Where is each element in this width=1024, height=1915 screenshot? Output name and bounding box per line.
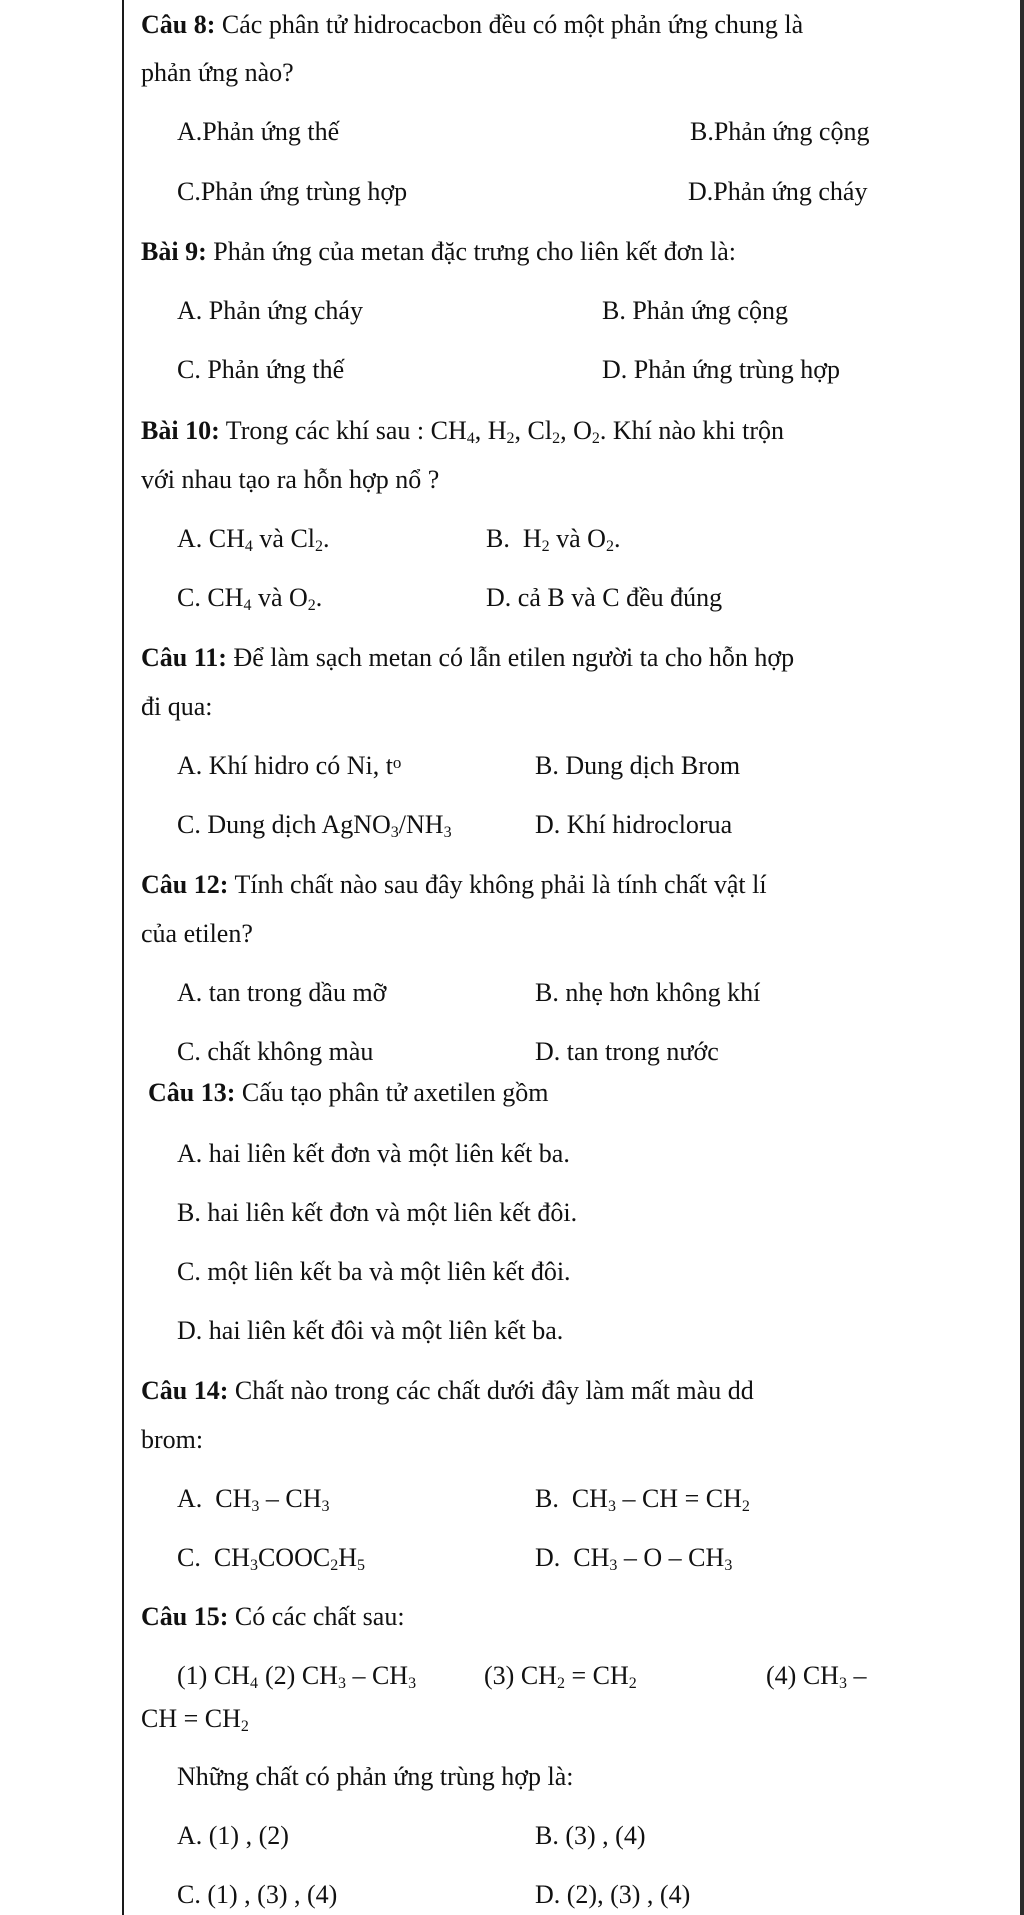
q8-option-c: C.Phản ứng trùng hợp [177,177,408,206]
q12-stem-cont: của etilen? [141,919,253,948]
q14-stem: Câu 14: Chất nào trong các chất dưới đây làm mất màu dd [141,1376,754,1405]
q8-option-a: A.Phản ứng thế [177,117,340,146]
q14-option-d: D. $CH_3$ – O – $CH_3$ [535,1543,733,1574]
q14-option-c: C. $CH_3COOC_2H_5$ [177,1543,365,1574]
q14-option-a: A. $CH_3 - CH_3$ [177,1484,330,1515]
q13-stem: Câu 13: Cấu tạo phân tử axetilen gồm [148,1078,549,1107]
q11-option-c: C. Dung dịch $AgNO_3/NH_3$ [177,810,452,841]
right-border-line [1020,0,1024,1915]
q11-option-a: A. Khí hidro có Ni, $t^o$ [177,751,402,780]
q11-option-b: B. Dung dịch Brom [535,751,741,780]
q11-stem: Câu 11: Để làm sạch metan có lẫn etilen người ta cho hỗn hợp [141,643,795,672]
q12-option-a: A. tan trong dầu mỡ [177,978,387,1007]
q10-option-d: D. cả B và C đều đúng [486,583,723,612]
q10-stem: Bài 10: Trong các khí sau : $CH_4$, $H_2$, $Cl_2$, $O_2$. Khí nào khi trộn [141,416,785,447]
q15-option-a: A. (1) , (2) [177,1821,289,1850]
q8-stem: Câu 8: Các phân tử hidrocacbon đều có một phản ứng chung là [141,10,804,39]
q8-option-d: D.Phản ứng cháy [688,177,868,206]
q13-option-b: B. hai liên kết đơn và một liên kết đôi. [177,1198,578,1227]
q15-substance-2: (2) $CH_3 - CH_3$ [265,1661,417,1692]
q11-option-d: D. Khí hidroclorua [535,810,733,839]
q12-stem: Câu 12: Tính chất nào sau đây không phải là tính chất vật lí [141,870,767,899]
q15-substance-1: (1) $CH_4$ [177,1661,258,1692]
q9-option-b: B. Phản ứng cộng [602,296,788,325]
q15-option-c: C. (1) , (3) , (4) [177,1880,338,1909]
q8-option-b: B.Phản ứng cộng [690,117,870,146]
q14-stem-cont: brom: [141,1425,204,1454]
q15-substance-3: (3) $CH_2 = CH_2$ [484,1661,637,1692]
q9-option-c: C. Phản ứng thế [177,355,345,384]
q15-stem: Câu 15: Có các chất sau: [141,1602,405,1631]
q15-question: Những chất có phản ứng trùng hợp là: [177,1762,574,1791]
q10-option-a: A. $CH_4$ và $Cl_2$. [177,524,330,555]
q15-option-b: B. (3) , (4) [535,1821,646,1850]
q14-option-b: B. $CH_3$ – CH = $CH_2$ [535,1484,750,1515]
q9-option-a: A. Phản ứng cháy [177,296,363,325]
q13-option-d: D. hai liên kết đôi và một liên kết ba. [177,1316,564,1345]
q15-substance-4-cont: CH = $CH_2$ [141,1704,249,1735]
q10-stem-cont: với nhau tạo ra hỗn hợp nổ ? [141,465,440,494]
q15-option-d: D. (2), (3) , (4) [535,1880,691,1909]
q9-stem: Bài 9: Phản ứng của metan đặc trưng cho liên kết đơn là: [141,237,737,266]
q12-option-c: C. chất không màu [177,1037,374,1066]
q11-stem-cont: đi qua: [141,692,213,721]
q13-option-a: A. hai liên kết đơn và một liên kết ba. [177,1139,570,1168]
left-border-line [122,0,124,1915]
q15-substance-4: (4) $CH_3$ – [766,1661,867,1692]
q10-option-b: B. $H_2$ và $O_2$. [486,524,621,555]
q9-option-d: D. Phản ứng trùng hợp [602,355,840,384]
q8-stem-cont: phản ứng nào? [141,58,294,87]
q10-option-c: C. $CH_4$ và $O_2$. [177,583,323,614]
q12-option-d: D. tan trong nước [535,1037,719,1066]
q12-option-b: B. nhẹ hơn không khí [535,978,761,1007]
q13-option-c: C. một liên kết ba và một liên kết đôi. [177,1257,571,1286]
